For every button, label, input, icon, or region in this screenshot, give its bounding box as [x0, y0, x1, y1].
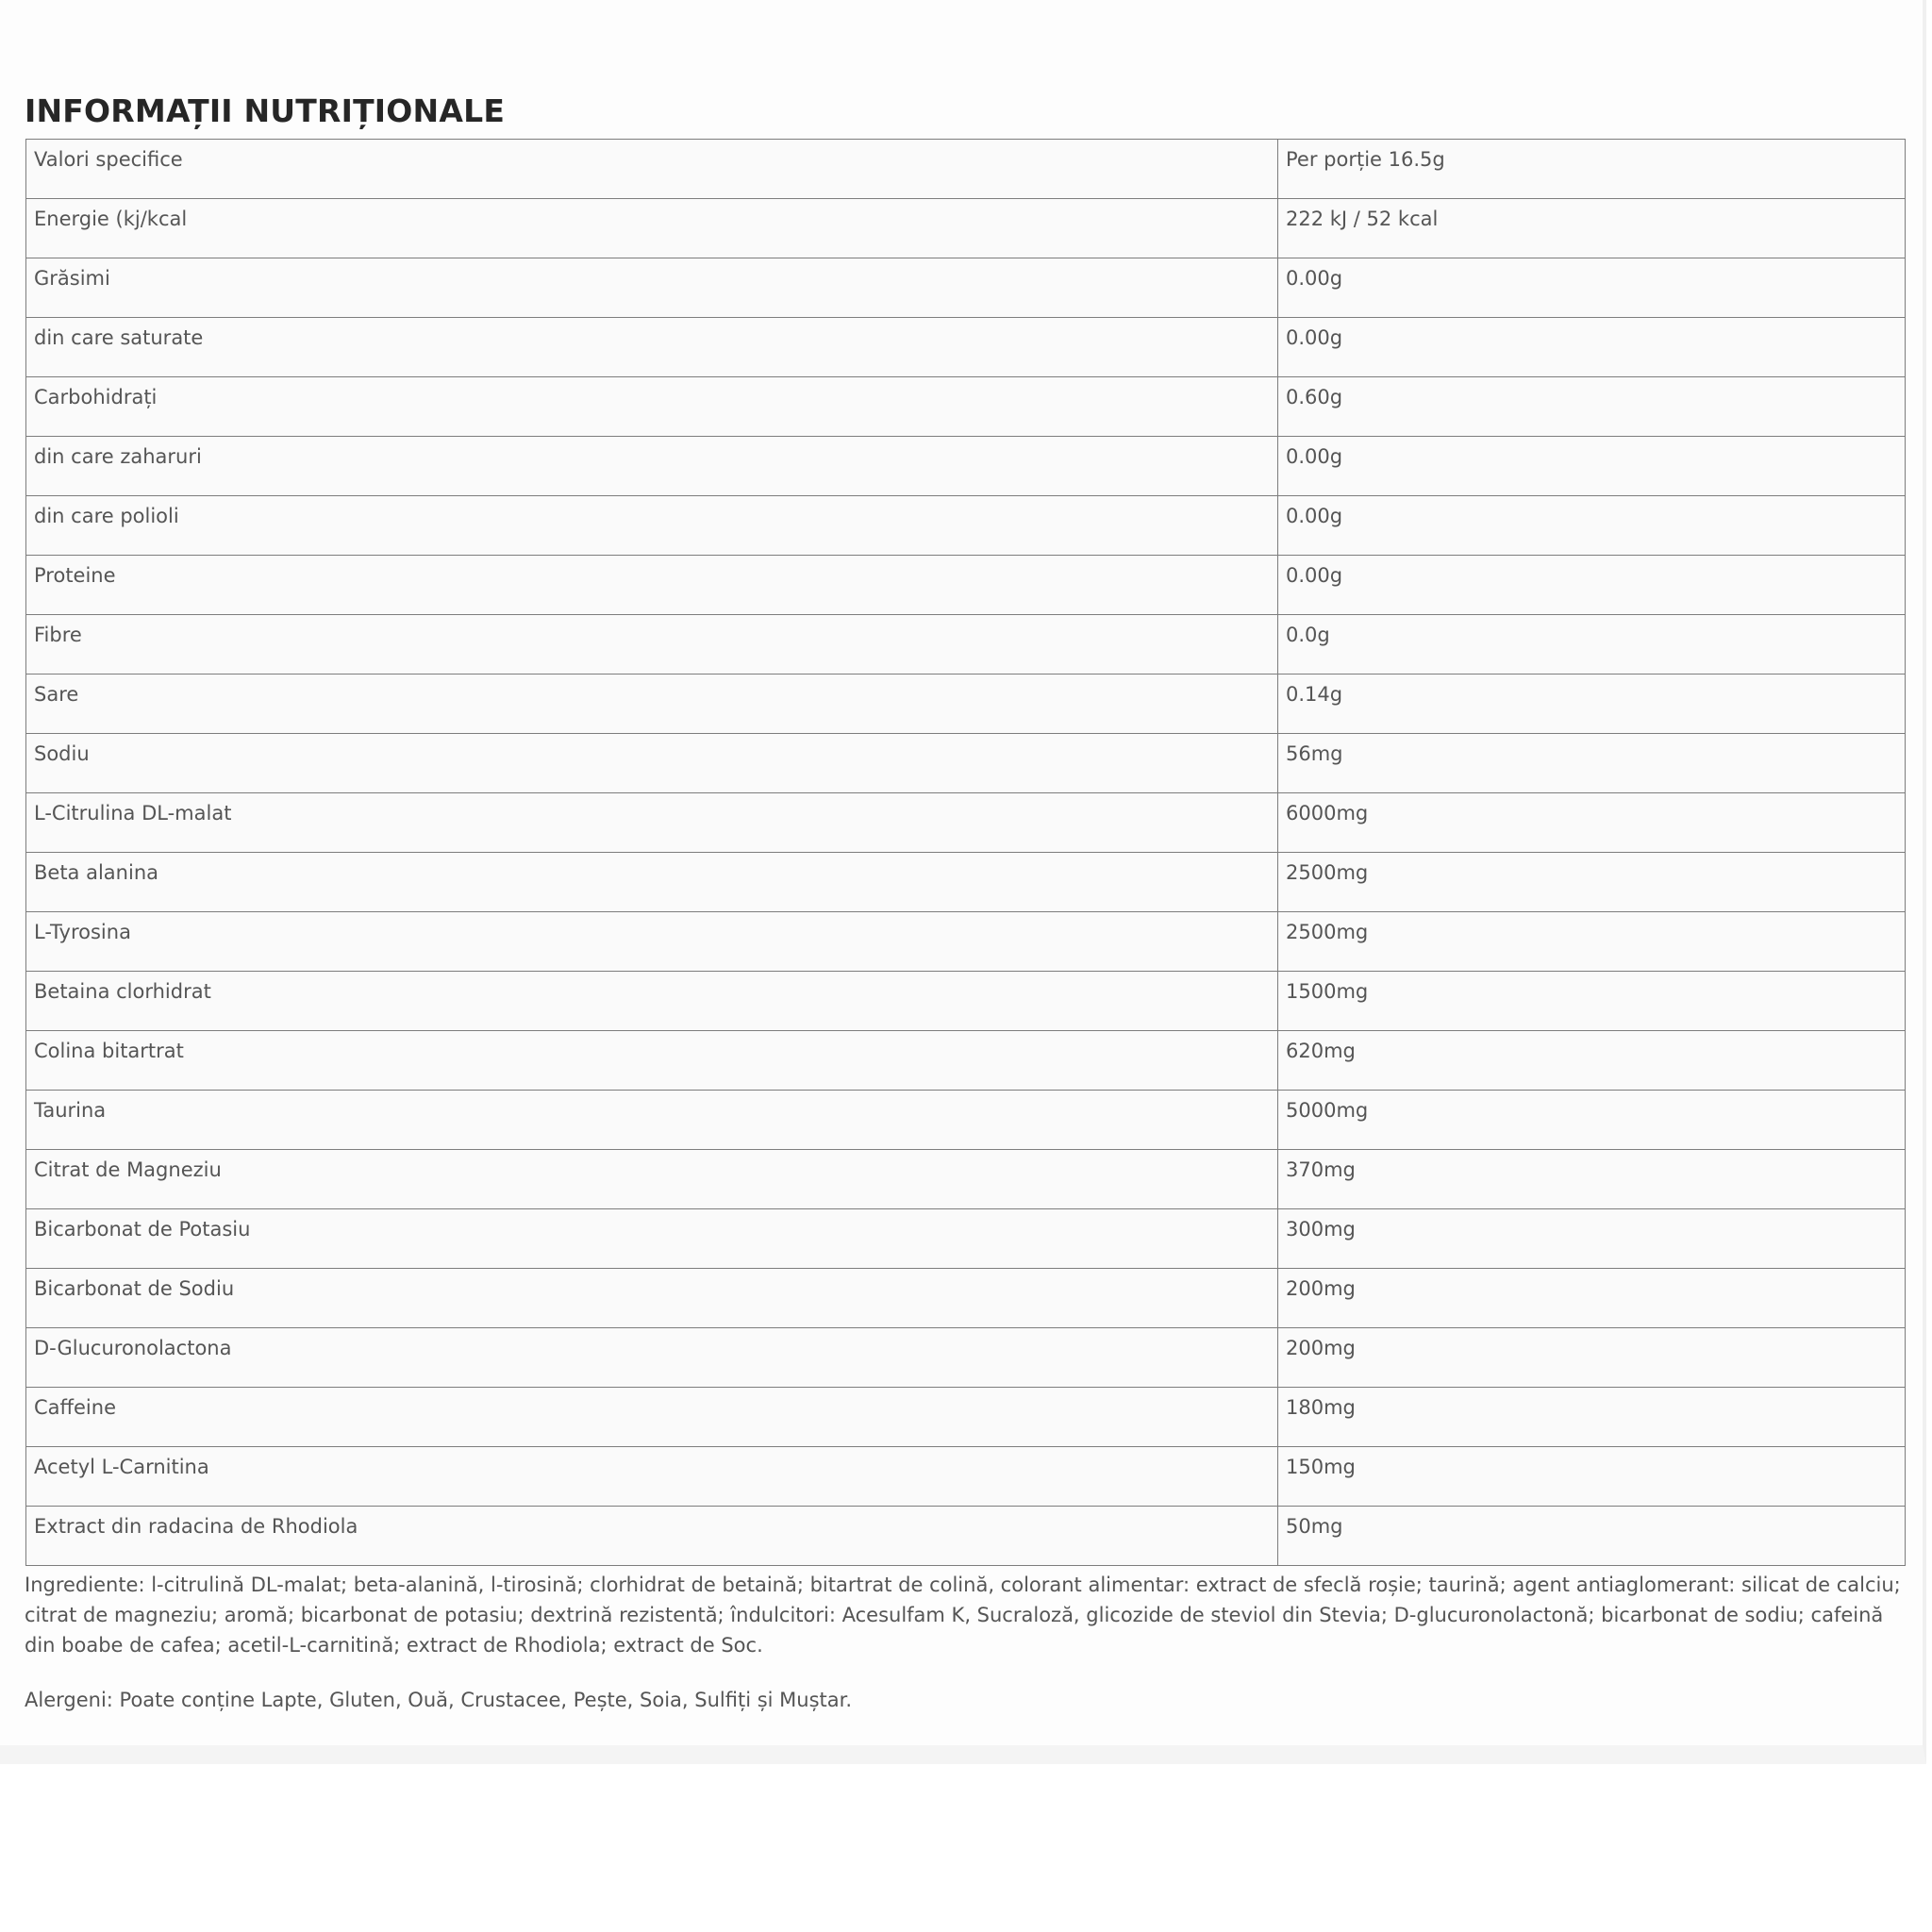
table-row [26, 793, 1906, 853]
table-row [26, 1031, 1906, 1091]
nutrient-label: Sodiu [26, 734, 1278, 793]
nutrient-label: Colina bitartrat [26, 1031, 1278, 1091]
nutrient-value: Per porție 16.5g [1278, 140, 1906, 199]
nutrient-value: 200mg [1278, 1269, 1906, 1328]
nutrient-label: Bicarbonat de Potasiu [26, 1209, 1278, 1269]
table-row [26, 1388, 1906, 1447]
table-row [26, 734, 1906, 793]
nutrient-value: 0.00g [1278, 496, 1906, 556]
nutrient-label: Extract din radacina de Rhodiola [26, 1507, 1278, 1566]
nutrient-value: 0.00g [1278, 258, 1906, 318]
table-row [26, 437, 1906, 496]
table-row [26, 1209, 1906, 1269]
table-row [26, 1447, 1906, 1507]
nutrient-label: Sare [26, 675, 1278, 734]
nutrient-label: Energie (kj/kcal [26, 199, 1278, 258]
nutrition-table-body [26, 140, 1906, 1566]
nutrient-value: 6000mg [1278, 793, 1906, 853]
nutrient-label: din care polioli [26, 496, 1278, 556]
table-row [26, 140, 1906, 199]
table-row [26, 1507, 1906, 1566]
nutrition-table [25, 139, 1906, 1566]
table-row [26, 556, 1906, 615]
page-title: INFORMAȚII NUTRIȚIONALE [25, 92, 506, 129]
nutrient-label: Taurina [26, 1091, 1278, 1150]
table-row [26, 496, 1906, 556]
nutrient-value: 180mg [1278, 1388, 1906, 1447]
table-row [26, 853, 1906, 912]
nutrient-value: 222 kJ / 52 kcal [1278, 199, 1906, 258]
nutrient-value: 2500mg [1278, 853, 1906, 912]
nutrient-label: Proteine [26, 556, 1278, 615]
nutrient-label: D-Glucuronolactona [26, 1328, 1278, 1388]
nutrient-value: 50mg [1278, 1507, 1906, 1566]
nutrient-value: 0.0g [1278, 615, 1906, 675]
nutrient-label: Carbohidrați [26, 377, 1278, 437]
ingredients-text: Ingrediente: l-citrulină DL-malat; beta-alanină, l-tirosină; clorhidrat de betaină; bitartrat de colină, colorant alimentar: extract de sfeclă roșie; taurină; agent antiaglomerant: silicat de calciu; citrat de magneziu; aromă; bicarbonat de potasiu; dextrină rezistentă; îndulcitori: Acesulfam K, Sucraloză, glicozide de steviol din Stevia; D-glucuronolactonă; bicarbonat de sodiu; cafeină din boabe de cafea; acetil-L-carnitină; extract de Rhodiola; extract de Soc. [25, 1574, 1901, 1657]
table-row [26, 199, 1906, 258]
nutrient-label: din care saturate [26, 318, 1278, 377]
nutrient-value: 0.00g [1278, 437, 1906, 496]
table-row [26, 258, 1906, 318]
table-row [26, 1269, 1906, 1328]
nutrient-value: 150mg [1278, 1447, 1906, 1507]
nutrient-value: 300mg [1278, 1209, 1906, 1269]
nutrient-value: 2500mg [1278, 912, 1906, 972]
table-row [26, 1091, 1906, 1150]
nutrient-value: 200mg [1278, 1328, 1906, 1388]
nutrient-label: Acetyl L-Carnitina [26, 1447, 1278, 1507]
nutrient-label: Grăsimi [26, 258, 1278, 318]
nutrient-label: din care zaharuri [26, 437, 1278, 496]
nutrient-label: Beta alanina [26, 853, 1278, 912]
nutrient-label: L-Tyrosina [26, 912, 1278, 972]
table-row [26, 1328, 1906, 1388]
nutrient-label: L-Citrulina DL-malat [26, 793, 1278, 853]
table-row [26, 615, 1906, 675]
nutrient-label: Bicarbonat de Sodiu [26, 1269, 1278, 1328]
nutrient-label: Caffeine [26, 1388, 1278, 1447]
table-row [26, 377, 1906, 437]
nutrient-value: 0.00g [1278, 556, 1906, 615]
nutrient-value: 370mg [1278, 1150, 1906, 1209]
nutrient-label: Citrat de Magneziu [26, 1150, 1278, 1209]
nutrient-value: 0.14g [1278, 675, 1906, 734]
table-row [26, 972, 1906, 1031]
nutrient-value: 0.00g [1278, 318, 1906, 377]
nutrient-value: 620mg [1278, 1031, 1906, 1091]
table-row [26, 912, 1906, 972]
nutrient-label: Fibre [26, 615, 1278, 675]
allergens-text: Alergeni: Poate conține Lapte, Gluten, Ouă, Crustacee, Pește, Soia, Sulfiți și Muștar. [25, 1689, 853, 1711]
nutrient-label: Betaina clorhidrat [26, 972, 1278, 1031]
nutrient-value: 5000mg [1278, 1091, 1906, 1150]
nutrient-label: Valori specifice [26, 140, 1278, 199]
table-row [26, 675, 1906, 734]
nutrient-value: 56mg [1278, 734, 1906, 793]
nutrient-value: 0.60g [1278, 377, 1906, 437]
table-row [26, 318, 1906, 377]
nutrient-value: 1500mg [1278, 972, 1906, 1031]
table-row [26, 1150, 1906, 1209]
